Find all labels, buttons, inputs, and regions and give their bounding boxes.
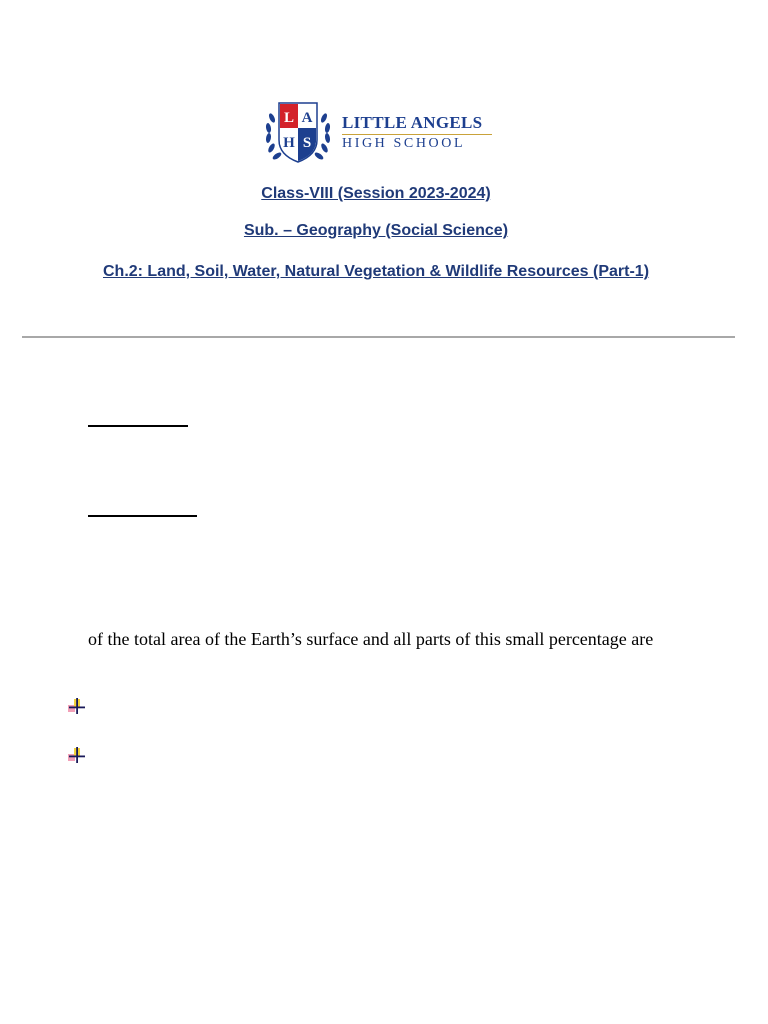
school-logo	[262, 100, 494, 166]
crest-letter-s: S	[302, 135, 312, 151]
school-crest-icon	[262, 100, 334, 166]
class-heading: Class-VIII (Session 2023-2024)	[261, 185, 491, 202]
pin-plus-icon	[67, 745, 87, 765]
pin-plus-icon	[67, 696, 87, 716]
subject-heading: Sub. – Geography (Social Science)	[243, 222, 509, 239]
crest-letter-h: H	[283, 135, 295, 151]
underline-blank-2	[88, 515, 197, 517]
header-divider	[22, 336, 735, 338]
chapter-heading: Ch.2: Land, Soil, Water, Natural Vegetation & Wildlife Resources (Part-1)	[102, 263, 650, 280]
school-name-line1: LITTLE ANGELS	[342, 113, 483, 132]
body-paragraph: of the total area of the Earth’s surface and all parts of this small percentage are	[88, 629, 654, 649]
crest-letter-a: A	[301, 110, 313, 126]
school-name-line2: HIGH SCHOOL	[342, 136, 466, 151]
crest-letter-l: L	[283, 110, 295, 126]
underline-blank-1	[88, 425, 188, 427]
